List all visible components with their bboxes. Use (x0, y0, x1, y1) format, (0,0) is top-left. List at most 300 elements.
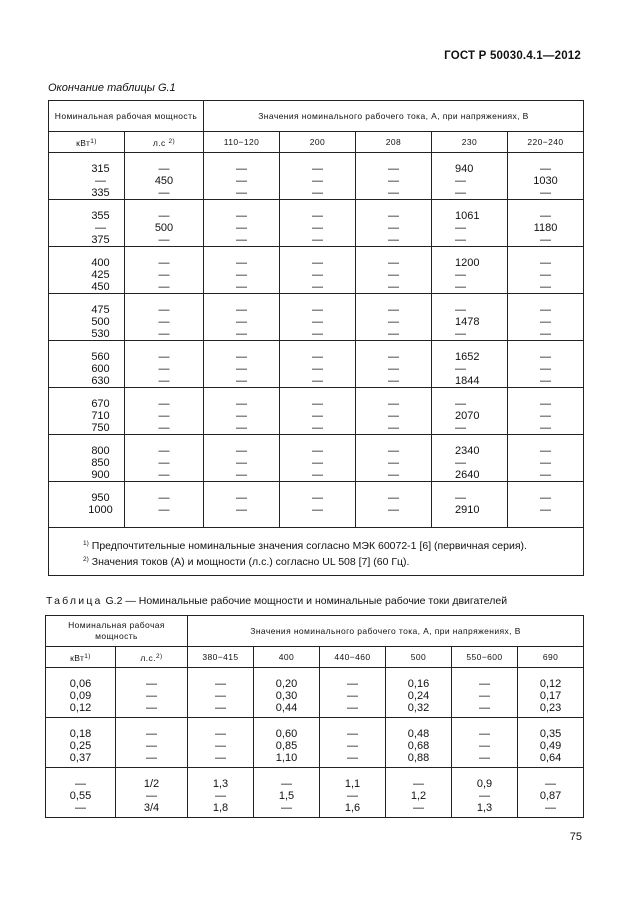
kw-cell (49, 200, 125, 247)
cell-value: — (388, 269, 399, 281)
cell-value: 0,68 (407, 740, 430, 752)
cell-value: — (312, 422, 323, 434)
cell-value: 0,44 (275, 702, 298, 714)
cell-value: — (312, 187, 323, 199)
cell-value: — (146, 740, 157, 752)
cell-value: — (312, 257, 323, 269)
hp-cell (125, 294, 204, 341)
cell-value: 900 (91, 469, 110, 481)
cell-value: 315 (91, 163, 110, 175)
cell-value: — (455, 222, 466, 234)
cell-value: — (479, 728, 490, 740)
cell-value: — (540, 410, 551, 422)
cell-value: — (545, 778, 557, 790)
cell-value: — (158, 187, 170, 199)
cell-value: — (158, 492, 170, 504)
cell-value: — (158, 328, 170, 340)
cell-value: 500 (91, 316, 110, 328)
cell-value: 0,20 (275, 678, 298, 690)
cell-value: 1652 (455, 351, 480, 363)
cell-value: 0,18 (69, 728, 92, 740)
cell-value: 0,9 (476, 778, 493, 790)
cell-value: 475 (91, 304, 110, 316)
current-690-cell (518, 718, 584, 768)
cell-value: — (540, 269, 551, 281)
cell-value: — (347, 728, 358, 740)
cell-value: — (236, 422, 247, 434)
cell-value: — (540, 210, 551, 222)
current-500-cell (386, 718, 452, 768)
cell-value: 710 (91, 410, 110, 422)
cell-value: — (236, 328, 247, 340)
current-500-cell (386, 768, 452, 818)
cell-value: — (388, 187, 399, 199)
voltage-header: 220−240 (508, 132, 584, 153)
standard-header: ГОСТ Р 50030.4.1—2012 (444, 50, 581, 62)
cell-value: — (540, 257, 551, 269)
cell-value: — (312, 316, 323, 328)
cell-value: — (540, 187, 551, 199)
cell-value: 2910 (455, 504, 480, 516)
cell-value: 1,5 (278, 790, 295, 802)
current-110-120-cell (204, 200, 280, 247)
cell-value: 1/2 (143, 778, 160, 790)
current-208-cell (356, 482, 432, 528)
hp-cell (116, 768, 188, 818)
cell-value: 1844 (455, 375, 480, 387)
current-200-cell (280, 153, 356, 200)
table-row (49, 388, 584, 435)
cell-value: — (236, 363, 247, 375)
current-110-120-cell (204, 153, 280, 200)
current-208-cell (356, 200, 432, 247)
hp-cell (125, 388, 204, 435)
cell-value: — (540, 234, 551, 246)
voltage-header: 200 (280, 132, 356, 153)
cell-value: 0,16 (407, 678, 430, 690)
kw-cell (49, 435, 125, 482)
cell-value: — (388, 222, 399, 234)
cell-value: — (236, 163, 247, 175)
table-row (46, 768, 584, 818)
cell-value: — (158, 410, 170, 422)
cell-value: — (158, 351, 170, 363)
cell-value: — (215, 690, 226, 702)
current-header: Значения номинального рабочего тока, А, при напряжениях, В (204, 101, 584, 132)
cell-value: 0,60 (275, 728, 298, 740)
cell-value: — (388, 328, 399, 340)
cell-value: — (540, 504, 551, 516)
cell-value: — (236, 175, 247, 187)
voltage-header: 230 (432, 132, 508, 153)
cell-value: 1180 (533, 222, 558, 234)
cell-value: — (540, 492, 551, 504)
current-230-cell (432, 341, 508, 388)
table-row (49, 341, 584, 388)
kw-cell (49, 388, 125, 435)
voltage-header: 110−120 (204, 132, 280, 153)
cell-value: — (455, 269, 466, 281)
cell-value: — (236, 469, 247, 481)
current-230-cell (432, 482, 508, 528)
current-220-240-cell (508, 435, 584, 482)
cell-value: — (312, 163, 323, 175)
current-200-cell (280, 247, 356, 294)
cell-value: — (281, 802, 292, 814)
cell-value: — (347, 702, 358, 714)
hp-cell (116, 718, 188, 768)
current-110-120-cell (204, 247, 280, 294)
cell-value: 0,55 (69, 790, 92, 802)
table-row (46, 718, 584, 768)
cell-value: — (236, 457, 247, 469)
current-440-460-cell (320, 768, 386, 818)
cell-value: — (146, 702, 157, 714)
cell-value: — (479, 678, 490, 690)
cell-value: — (388, 351, 399, 363)
cell-value: 0,06 (69, 678, 92, 690)
cell-value: — (158, 375, 170, 387)
cell-value: 850 (91, 457, 110, 469)
kw-cell (49, 482, 125, 528)
kw-column-header: кВт$^{1)}$ (46, 647, 116, 668)
voltage-header: 550−600 (452, 647, 518, 668)
cell-value: — (540, 422, 551, 434)
cell-value: 425 (91, 269, 110, 281)
cell-value: — (388, 316, 399, 328)
cell-value: — (388, 375, 399, 387)
cell-value: — (215, 790, 226, 802)
table-row (49, 200, 584, 247)
cell-value: — (540, 281, 551, 293)
current-110-120-cell (204, 388, 280, 435)
cell-value: 355 (91, 210, 110, 222)
cell-value: — (312, 234, 323, 246)
current-550-600-cell (452, 718, 518, 768)
cell-value: — (95, 175, 106, 187)
table-row (49, 247, 584, 294)
cell-value: — (158, 445, 170, 457)
current-header: Значения номинального рабочего тока, А, при напряжениях, В (188, 616, 584, 647)
cell-value: — (540, 304, 551, 316)
current-200-cell (280, 388, 356, 435)
cell-value: — (236, 445, 247, 457)
cell-value: — (540, 445, 551, 457)
cell-value: 0,48 (407, 728, 430, 740)
cell-value: — (236, 269, 247, 281)
current-220-240-cell (508, 247, 584, 294)
cell-value: — (455, 492, 466, 504)
hp-cell (125, 341, 204, 388)
cell-value: 950 (91, 492, 110, 504)
cell-value: — (540, 363, 551, 375)
cell-value: — (236, 187, 247, 199)
cell-value: — (312, 457, 323, 469)
current-200-cell (280, 435, 356, 482)
cell-value: — (312, 281, 323, 293)
cell-value: — (236, 281, 247, 293)
cell-value: 1200 (455, 257, 480, 269)
cell-value: 0,85 (275, 740, 298, 752)
cell-value: 0,30 (275, 690, 298, 702)
cell-value: — (236, 351, 247, 363)
cell-value: — (455, 328, 466, 340)
cell-value: — (455, 363, 466, 375)
current-440-460-cell (320, 718, 386, 768)
cell-value: 670 (91, 398, 110, 410)
cell-value: 2070 (455, 410, 480, 422)
cell-value: — (215, 728, 226, 740)
cell-value: — (158, 304, 170, 316)
cell-value: 600 (91, 363, 110, 375)
kw-cell (49, 294, 125, 341)
footnotes (49, 528, 584, 576)
cell-value: 0,12 (69, 702, 92, 714)
table-row (49, 153, 584, 200)
cell-value: — (215, 702, 226, 714)
cell-value: 630 (91, 375, 110, 387)
current-400-cell (254, 668, 320, 718)
current-220-240-cell (508, 388, 584, 435)
cell-value: — (479, 702, 490, 714)
cell-value: — (388, 234, 399, 246)
cell-value: — (312, 351, 323, 363)
cell-value: — (540, 328, 551, 340)
cell-value: — (388, 363, 399, 375)
kw-column-header: кВт$^{1)}$ (49, 132, 125, 153)
cell-value: — (236, 222, 247, 234)
current-220-240-cell (508, 200, 584, 247)
cell-value: — (146, 728, 157, 740)
current-230-cell (432, 153, 508, 200)
cell-value: — (236, 504, 247, 516)
cell-value: 0,37 (69, 752, 92, 764)
cell-value: — (455, 281, 466, 293)
current-208-cell (356, 294, 432, 341)
cell-value: — (540, 351, 551, 363)
current-230-cell (432, 388, 508, 435)
cell-value: 0,25 (69, 740, 92, 752)
current-440-460-cell (320, 668, 386, 718)
cell-value: — (312, 304, 323, 316)
current-220-240-cell (508, 341, 584, 388)
current-220-240-cell (508, 294, 584, 341)
cell-value: — (540, 375, 551, 387)
cell-value: — (312, 492, 323, 504)
cell-value: — (479, 790, 490, 802)
cell-value: — (540, 469, 551, 481)
current-200-cell (280, 294, 356, 341)
cell-value: 1,1 (344, 778, 361, 790)
cell-value: — (388, 492, 399, 504)
current-220-240-cell (508, 153, 584, 200)
cell-value: — (479, 690, 490, 702)
cell-value: — (312, 210, 323, 222)
cell-value: — (158, 422, 170, 434)
cell-value: — (388, 163, 399, 175)
footnote-1: $^{1)}$ Предпочтительные номинальные значения согласно МЭК 60072-1 [6] (первичная серия). (83, 540, 527, 552)
hp-cell (125, 247, 204, 294)
table-row (49, 294, 584, 341)
cell-value: 940 (455, 163, 474, 175)
cell-value: 0,12 (539, 678, 562, 690)
kw-cell (46, 768, 116, 818)
cell-value: — (75, 778, 86, 790)
cell-value: 0,24 (407, 690, 430, 702)
power-header: Номинальная рабочая мощность (46, 616, 188, 647)
current-110-120-cell (204, 294, 280, 341)
cell-value: — (146, 790, 157, 802)
cell-value: — (347, 678, 358, 690)
cell-value: — (158, 210, 170, 222)
cell-value: — (388, 398, 399, 410)
cell-value: — (312, 363, 323, 375)
cell-value: 0,35 (539, 728, 562, 740)
cell-value: 400 (91, 257, 110, 269)
cell-value: — (455, 304, 466, 316)
table1-caption: Окончание таблицы G.1 (48, 82, 176, 94)
cell-value: — (312, 269, 323, 281)
cell-value: — (347, 752, 358, 764)
cell-value: — (158, 504, 170, 516)
cell-value: — (479, 740, 490, 752)
cell-value: — (95, 222, 106, 234)
current-208-cell (356, 388, 432, 435)
cell-value: 2640 (455, 469, 480, 481)
cell-value: — (236, 257, 247, 269)
cell-value: — (236, 210, 247, 222)
cell-value: — (388, 422, 399, 434)
current-110-120-cell (204, 482, 280, 528)
cell-value: 1,8 (212, 802, 229, 814)
cell-value: — (388, 445, 399, 457)
cell-value: — (455, 175, 466, 187)
cell-value: 1000 (88, 504, 113, 516)
hp-cell (116, 668, 188, 718)
cell-value: — (236, 304, 247, 316)
cell-value: — (540, 457, 551, 469)
cell-value: — (158, 469, 170, 481)
cell-value: — (312, 410, 323, 422)
cell-value: — (146, 690, 157, 702)
current-230-cell (432, 247, 508, 294)
table-row (49, 482, 584, 528)
cell-value: — (215, 740, 226, 752)
cell-value: — (158, 363, 170, 375)
voltage-header: 690 (518, 647, 584, 668)
voltage-header: 208 (356, 132, 432, 153)
cell-value: 1,10 (275, 752, 298, 764)
current-500-cell (386, 668, 452, 718)
cell-value: — (75, 802, 86, 814)
page-number: 75 (569, 831, 582, 843)
cell-value: — (158, 398, 170, 410)
cell-value: 1061 (455, 210, 480, 222)
table2-caption: Таблица G.2 — Номинальные рабочие мощности и номинальные рабочие токи двигателей (46, 595, 508, 607)
hp-cell (125, 200, 204, 247)
cell-value: 1,6 (344, 802, 361, 814)
current-380-415-cell (188, 718, 254, 768)
hp-cell (125, 435, 204, 482)
current-110-120-cell (204, 435, 280, 482)
cell-value: 0,17 (539, 690, 562, 702)
cell-value: — (479, 752, 490, 764)
current-690-cell (518, 768, 584, 818)
cell-value: — (236, 398, 247, 410)
current-380-415-cell (188, 768, 254, 818)
cell-value: — (388, 457, 399, 469)
current-400-cell (254, 718, 320, 768)
kw-cell (46, 718, 116, 768)
cell-value: — (146, 678, 157, 690)
hp-cell (125, 153, 204, 200)
cell-value: — (312, 445, 323, 457)
cell-value: — (388, 304, 399, 316)
cell-value: — (158, 234, 170, 246)
kw-cell (49, 247, 125, 294)
cell-value: — (158, 457, 170, 469)
current-230-cell (432, 200, 508, 247)
cell-value: — (236, 410, 247, 422)
cell-value: 530 (91, 328, 110, 340)
cell-value: 0,64 (539, 752, 562, 764)
kw-cell (46, 668, 116, 718)
cell-value: — (388, 210, 399, 222)
cell-value: 1030 (533, 175, 558, 187)
cell-value: — (455, 422, 466, 434)
cell-value: — (158, 281, 170, 293)
cell-value: 3/4 (143, 802, 160, 814)
cell-value: — (455, 457, 466, 469)
current-230-cell (432, 435, 508, 482)
cell-value: 0,32 (407, 702, 430, 714)
cell-value: — (347, 740, 358, 752)
cell-value: 800 (91, 445, 110, 457)
cell-value: — (281, 778, 292, 790)
cell-value: — (236, 316, 247, 328)
voltage-header: 500 (386, 647, 452, 668)
cell-value: — (540, 398, 551, 410)
cell-value: — (312, 504, 323, 516)
cell-value: — (158, 269, 170, 281)
current-400-cell (254, 768, 320, 818)
cell-value: — (388, 257, 399, 269)
cell-value: 500 (154, 222, 174, 234)
cell-value: 1,3 (476, 802, 493, 814)
cell-value: — (312, 175, 323, 187)
cell-value: — (545, 802, 557, 814)
cell-value: — (312, 375, 323, 387)
voltage-header: 380−415 (188, 647, 254, 668)
cell-value: 0,23 (539, 702, 562, 714)
current-200-cell (280, 341, 356, 388)
cell-value: 375 (91, 234, 110, 246)
cell-value: — (388, 469, 399, 481)
hp-column-header: л.с $^{2)}$ (125, 132, 204, 153)
kw-cell (49, 153, 125, 200)
cell-value: 335 (91, 187, 110, 199)
cell-value: 0,49 (539, 740, 562, 752)
hp-cell (125, 482, 204, 528)
footnote-2: $^{2)}$ Значения токов (А) и мощности (л.с.) согласно UL 508 [7] (60 Гц). (83, 556, 410, 568)
cell-value: — (347, 690, 358, 702)
cell-value: 1,3 (212, 778, 229, 790)
cell-value: — (146, 752, 157, 764)
cell-value: 450 (91, 281, 110, 293)
table-g1 (48, 100, 584, 576)
current-200-cell (280, 200, 356, 247)
cell-value: — (413, 802, 424, 814)
